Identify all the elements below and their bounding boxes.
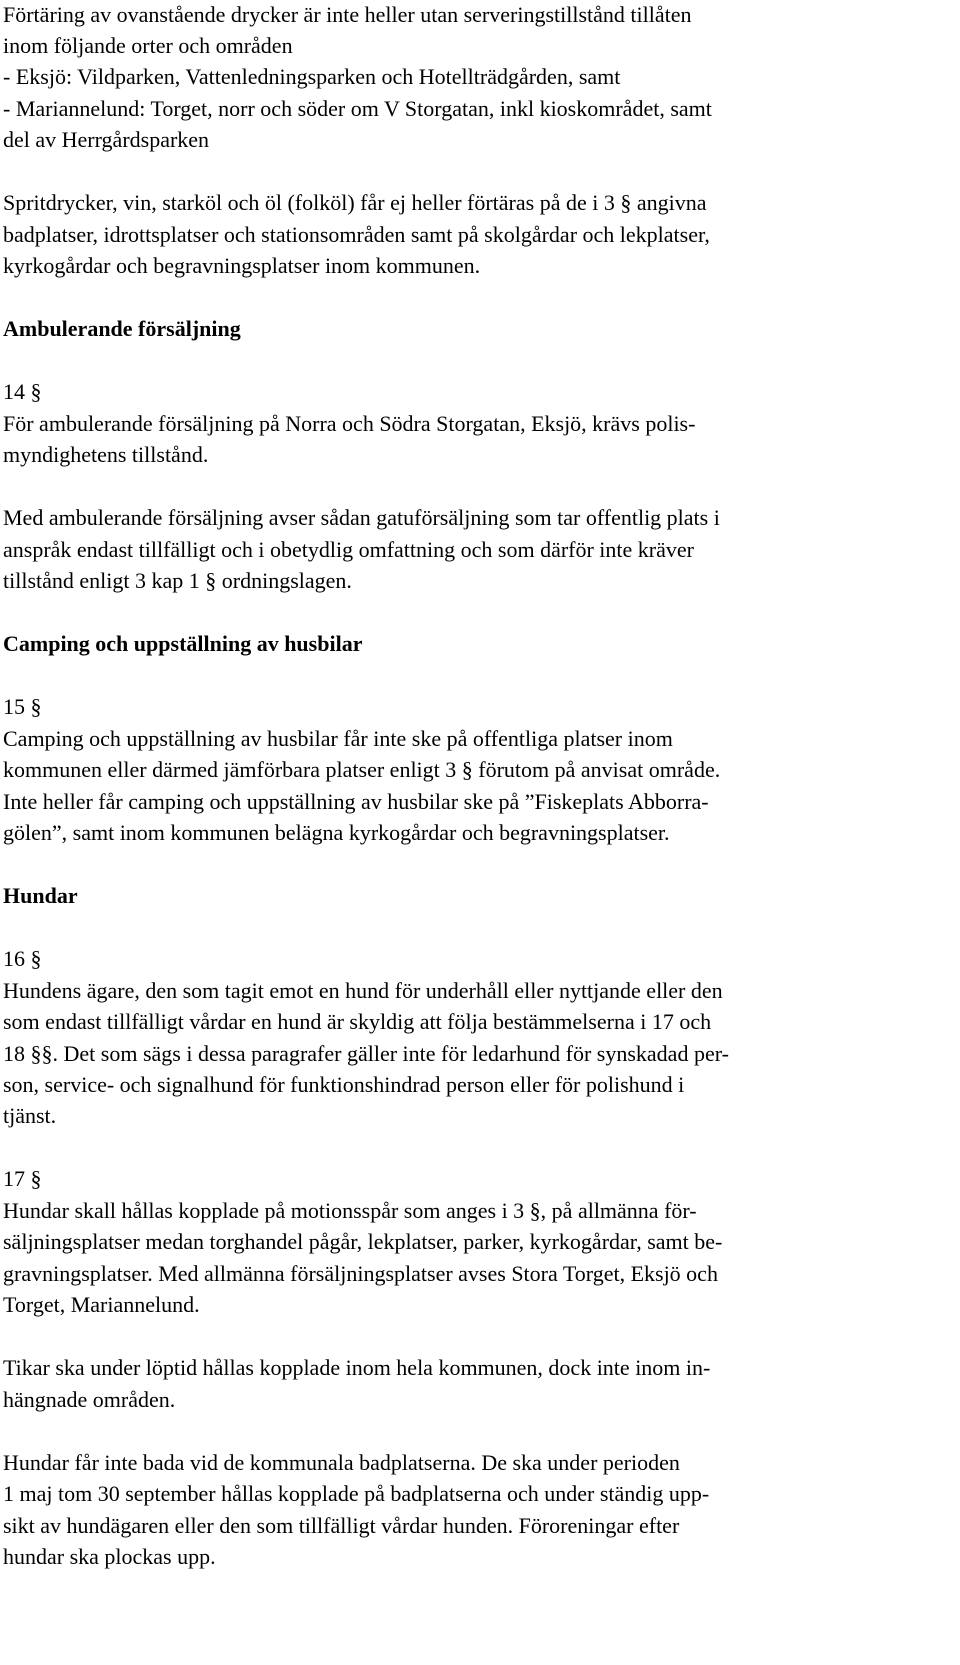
section-heading: Ambulerande försäljning bbox=[3, 316, 241, 341]
text-line: Tikar ska under löptid hållas kopplade inom hela kommunen, dock inte inom in- bbox=[3, 1355, 711, 1380]
text-line: 1 maj tom 30 september hållas kopplade på badplatserna och under ständig upp- bbox=[3, 1481, 710, 1506]
section-heading: Camping och uppställning av husbilar bbox=[3, 631, 363, 656]
paragraph-number: 16 § bbox=[3, 946, 42, 971]
text-line: 18 §§. Det som sägs i dessa paragrafer gäller inte för ledarhund för synskadad per- bbox=[3, 1041, 729, 1066]
paragraph-number: 14 § bbox=[3, 379, 42, 404]
text-line: anspråk endast tillfälligt och i obetydlig omfattning och som därför inte kräver bbox=[3, 537, 694, 562]
text-line: - Mariannelund: Torget, norr och söder om V Storgatan, inkl kioskområdet, samt bbox=[3, 96, 712, 121]
text-line: del av Herrgårdsparken bbox=[3, 127, 210, 152]
text-line: Förtäring av ovanstående drycker är inte heller utan serveringstillstånd tillåten bbox=[3, 2, 692, 27]
section-heading: Hundar bbox=[3, 883, 78, 908]
text-line: Camping och uppställning av husbilar får inte ske på offentliga platser inom bbox=[3, 726, 673, 751]
text-line: Inte heller får camping och uppställning av husbilar ske på ”Fiskeplats Abborra- bbox=[3, 789, 709, 814]
text-line: som endast tillfälligt vårdar en hund är skyldig att följa bestämmelserna i 17 och bbox=[3, 1009, 712, 1034]
text-line: kommunen eller därmed jämförbara platser enligt 3 § förutom på anvisat område. bbox=[3, 757, 721, 782]
text-line: gravningsplatser. Med allmänna försäljningsplatser avses Stora Torget, Eksjö och bbox=[3, 1261, 718, 1286]
text-line: hängnade områden. bbox=[3, 1387, 176, 1412]
text-line: - Eksjö: Vildparken, Vattenledningsparken och Hotellträdgården, samt bbox=[3, 64, 621, 89]
text-line: säljningsplatser medan torghandel pågår, lekplatser, parker, kyrkogårdar, samt be- bbox=[3, 1229, 723, 1254]
paragraph-number: 15 § bbox=[3, 694, 42, 719]
text-line: Spritdrycker, vin, starköl och öl (folköl) får ej heller förtäras på de i 3 § angivna bbox=[3, 190, 707, 215]
text-line: myndighetens tillstånd. bbox=[3, 442, 209, 467]
text-line: Med ambulerande försäljning avser sådan gatuförsäljning som tar offentlig plats i bbox=[3, 505, 720, 530]
text-line: Hundar skall hållas kopplade på motionsspår som anges i 3 §, på allmänna för- bbox=[3, 1198, 697, 1223]
text-line: För ambulerande försäljning på Norra och Södra Storgatan, Eksjö, krävs polis- bbox=[3, 411, 696, 436]
text-line: hundar ska plockas upp. bbox=[3, 1544, 216, 1569]
text-line: Hundar får inte bada vid de kommunala badplatserna. De ska under perioden bbox=[3, 1450, 680, 1475]
paragraph-number: 17 § bbox=[3, 1166, 42, 1191]
text-line: tjänst. bbox=[3, 1103, 57, 1128]
text-line: inom följande orter och områden bbox=[3, 33, 293, 58]
text-line: Torget, Mariannelund. bbox=[3, 1292, 200, 1317]
text-line: son, service- och signalhund för funktionshindrad person eller för polishund i bbox=[3, 1072, 685, 1097]
text-line: badplatser, idrottsplatser och stationsområden samt på skolgårdar och lekplatser, bbox=[3, 222, 710, 247]
text-line: sikt av hundägaren eller den som tillfälligt vårdar hunden. Föroreningar efter bbox=[3, 1513, 680, 1538]
text-line: Hundens ägare, den som tagit emot en hund för underhåll eller nyttjande eller den bbox=[3, 978, 723, 1003]
text-line: tillstånd enligt 3 kap 1 § ordningslagen. bbox=[3, 568, 352, 593]
text-line: kyrkogårdar och begravningsplatser inom kommunen. bbox=[3, 253, 481, 278]
text-line: gölen”, samt inom kommunen belägna kyrkogårdar och begravningsplatser. bbox=[3, 820, 670, 845]
